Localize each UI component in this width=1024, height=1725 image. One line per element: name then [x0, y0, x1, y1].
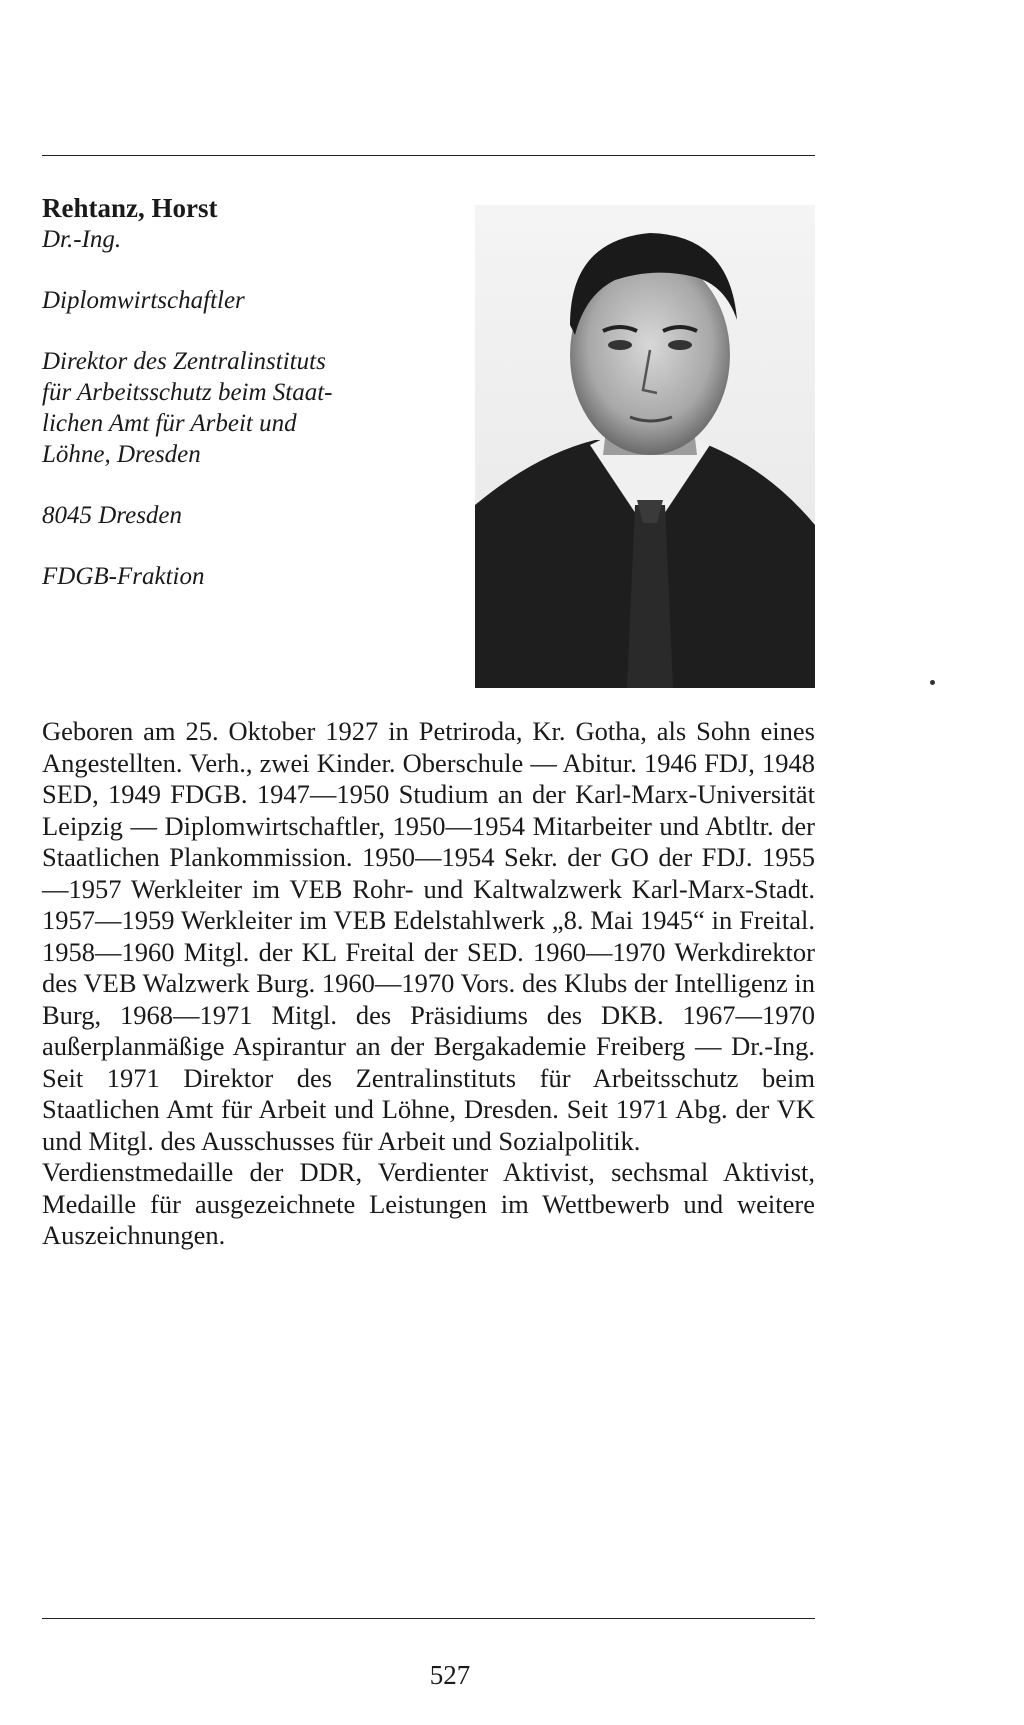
position-line: für Arbeitsschutz beim Staat-: [42, 379, 333, 406]
entry-header: [42, 192, 442, 592]
address: 8045 Dresden: [42, 502, 183, 529]
position-block: [42, 346, 442, 470]
position-line: Direktor des Zentralinstituts: [42, 348, 326, 375]
position-line: lichen Amt für Arbeit und: [42, 410, 297, 437]
portrait-photo: [475, 205, 815, 688]
top-rule: [42, 155, 815, 156]
biography-section: [42, 716, 815, 1252]
bottom-rule: [42, 1618, 815, 1619]
position-line: Löhne, Dresden: [42, 441, 201, 468]
page-number: 527: [429, 1660, 471, 1690]
person-name: Rehtanz, Horst: [42, 193, 218, 223]
speck-mark: [930, 680, 935, 685]
academic-title: Dr.-Ing.: [42, 226, 122, 253]
profession: Diplomwirtschaftler: [42, 287, 245, 314]
biography-text: Geboren am 25. Oktober 1927 in Petriroda, Kr. Gotha, als Sohn eines Angestellten. Verh., zwei Kinder. Oberschule — Abitur. 1946 FDJ, 1948 SED, 1949 FDGB. 1947—1950 Studium an der Karl-Marx-Universität Leipzig — Diplomwirtschaftler, 1950—1954 Mitarbeiter und Abtltr. der Staatlichen Plankommission. 1950—1954 Sekr. der GO der FDJ. 1955—1957 Werkleiter im VEB Rohr- und Kaltwalzwerk Karl-Marx-Stadt. 1957—1959 Werkleiter im VEB Edelstahlwerk „8. Mai 1945“ in Freital. 1958—1960 Mitgl. der KL Freital der SED. 1960—1970 Werkdirektor des VEB Walzwerk Burg. 1960—1970 Vors. des Klubs der Intelligenz in Burg, 1968—1971 Mitgl. des Präsidiums des DKB. 1967—1970 außerplanmäßige Aspirantur an der Bergakademie Freiberg — Dr.-Ing. Seit 1971 Direktor des Zentralinstituts für Arbeitsschutz beim Staatlichen Amt für Arbeit und Löhne, Dresden. Seit 1971 Abg. der VK und Mitgl. des Ausschusses für Arbeit und Sozialpolitik.: [42, 716, 815, 1156]
awards-text: Verdienstmedaille der DDR, Verdienter Aktivist, sechsmal Aktivist, Medaille für ausgezeichnete Leistungen im Wettbewerb und weitere Auszeichnungen.: [42, 1157, 815, 1250]
faction: FDGB-Fraktion: [42, 563, 205, 590]
